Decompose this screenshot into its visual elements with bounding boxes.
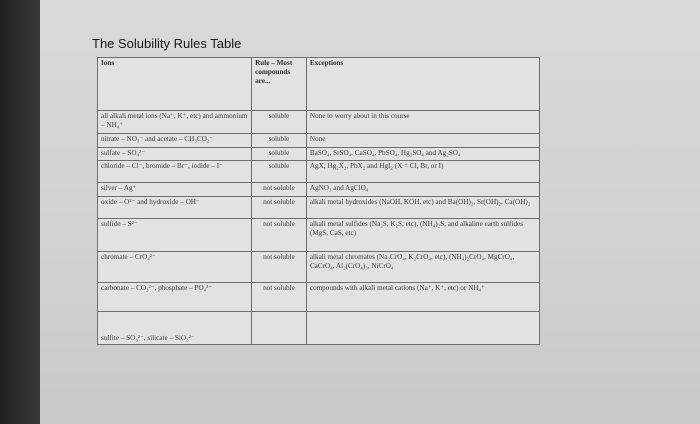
rule-cell: not soluble — [252, 183, 307, 196]
header-exceptions: Exceptions — [306, 58, 539, 111]
rule-cell: not soluble — [252, 218, 307, 251]
rule-cell: soluble — [252, 161, 307, 183]
table-row — [98, 311, 540, 344]
rule-cell: soluble — [252, 134, 307, 147]
exceptions-cell: None — [306, 134, 539, 147]
ions-cell: chloride – Cl⁻, bromide – Br⁻, iodide – I⁻ — [98, 161, 252, 183]
exceptions-cell: AgNO₃ and AgClO₄ — [306, 183, 539, 196]
exceptions-cell: None to worry about in this course — [306, 111, 539, 134]
table-row — [98, 282, 540, 311]
table-header-row — [98, 58, 540, 111]
ions-cell: oxide – O²⁻ and hydroxide – OH⁻ — [98, 196, 252, 218]
solubility-table — [97, 57, 540, 345]
page-title: The Solubility Rules Table — [92, 36, 242, 51]
rule-cell: not soluble — [252, 196, 307, 218]
ions-cell: nitrate – NO₃⁻ and acetate – CH₃CO₂⁻ — [98, 134, 252, 147]
rule-cell: not soluble — [252, 282, 307, 311]
table-row — [98, 147, 540, 160]
rule-cell: soluble — [252, 111, 307, 134]
exceptions-cell: alkali metal chromates (Na₂CrO₄, K₂CrO₄, etc), (NH₄)₂CrO₄, MgCrO₄, CaCrO₄, Al₂(CrO₄)₃, NiCrO₄ — [306, 251, 539, 282]
exceptions-cell: BaSO₄, SrSO₄, CaSO₄, PbSO₄, Hg₂SO₄ and Ag₂SO₄ — [306, 147, 539, 160]
ions-cell: chromate – CrO₄²⁻ — [98, 251, 252, 282]
exceptions-cell — [306, 311, 539, 344]
table-row — [98, 251, 540, 282]
ions-cell: silver – Ag⁺ — [98, 183, 252, 196]
ions-cell: sulfide – S²⁻ — [98, 218, 252, 251]
table-row — [98, 196, 540, 218]
rule-cell: not soluble — [252, 251, 307, 282]
background-edge — [0, 0, 40, 424]
table-row — [98, 183, 540, 196]
table-row — [98, 161, 540, 183]
ions-cell: sulfate – SO₄²⁻ — [98, 147, 252, 160]
exceptions-cell: compounds with alkali metal cations (Na⁺, K⁺, etc) or NH₄⁺ — [306, 282, 539, 311]
rule-cell — [252, 311, 307, 344]
exceptions-cell: alkali metal hydroxides (NaOH, KOH, etc) and Ba(OH)₂, Sr(OH)₂, Ca(OH)₂ — [306, 196, 539, 218]
exceptions-cell: AgX, Hg₂X₂, PbX₂ and HgI₂ (X = Cl, Br, or I) — [306, 161, 539, 183]
exceptions-cell: alkali metal sulfides (Na₂S, K₂S, etc), (NH₄)₂S, and alkaline earth sulfides (MgS, CaS, etc) — [306, 218, 539, 251]
table-row — [98, 134, 540, 147]
table-row — [98, 218, 540, 251]
rule-cell: soluble — [252, 147, 307, 160]
header-rule: Rule – Most compounds are... — [252, 58, 307, 111]
ions-cell: sulfite – SO₃²⁻, silicate – SiO₃²⁻ — [98, 311, 252, 344]
table-row — [98, 111, 540, 134]
header-ions: Ions — [98, 58, 252, 111]
ions-cell: all alkali metal ions (Na⁺, K⁺, etc) and ammonium – NH₄⁺ — [98, 111, 252, 134]
ions-cell: carbonate – CO₃²⁻, phosphate – PO₄³⁻ — [98, 282, 252, 311]
